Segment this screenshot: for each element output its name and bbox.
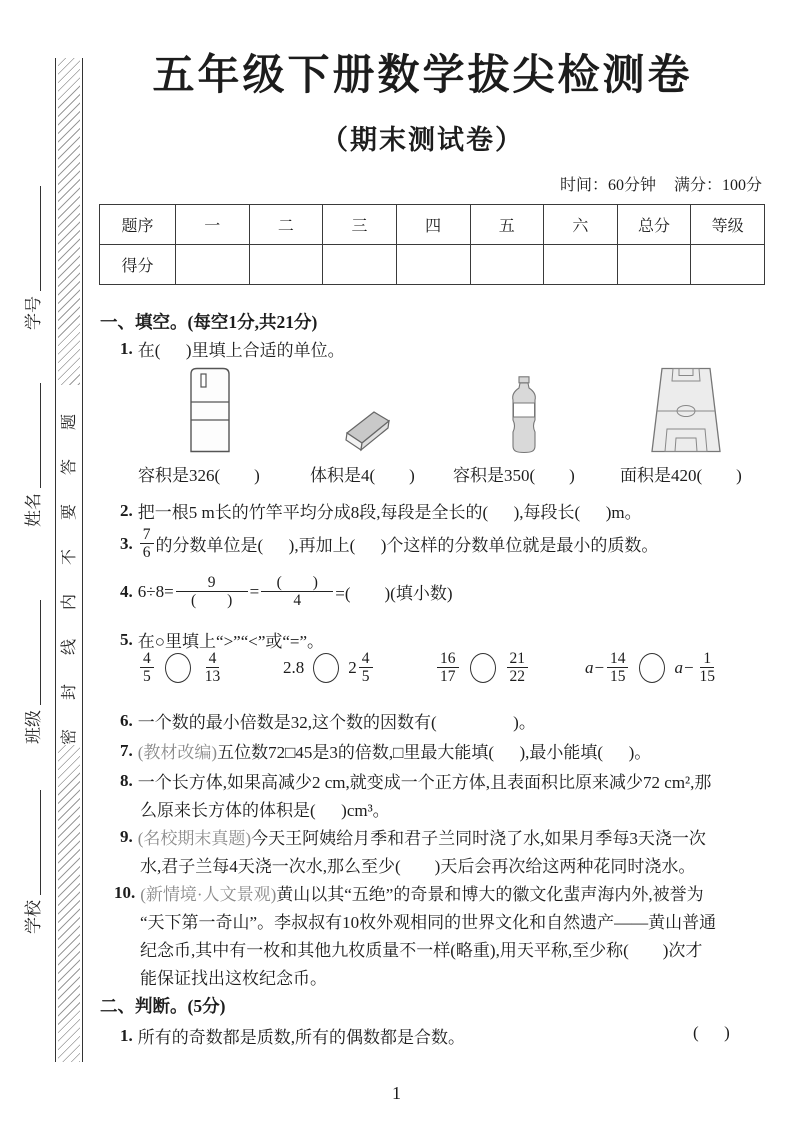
- fridge-image: [187, 366, 233, 454]
- question-4: [120, 574, 453, 609]
- question-number: 7.: [120, 740, 133, 760]
- score-table-cell: 五: [470, 205, 544, 245]
- caption-bottle: 容积是350( ): [453, 466, 575, 485]
- comparison-circle: [165, 653, 191, 683]
- class-label: [18, 562, 44, 782]
- question-number: 1.: [120, 1025, 133, 1045]
- score-table-cell: 题序: [100, 205, 176, 245]
- section2-heading: [100, 993, 225, 1018]
- question-7: [120, 738, 651, 763]
- score-table-header-row: [100, 205, 765, 245]
- exam-meta: [542, 172, 762, 195]
- equation-tail: =( )(填小数): [335, 584, 453, 604]
- school-label: [18, 752, 44, 972]
- question-number: 8.: [120, 770, 133, 790]
- question-number: 5.: [120, 629, 133, 649]
- equals-sign: =: [249, 581, 260, 601]
- question-text: “天下第一奇山”。李叔叔有10枚外观相同的世界文化和自然遗产——黄山普通: [140, 913, 717, 932]
- question-number: 10.: [114, 882, 136, 902]
- football-field-image: [650, 367, 722, 453]
- section2-title: 二、判断。: [100, 997, 188, 1017]
- question-9-line1: [120, 824, 706, 849]
- fraction-left: $\frac{14}{15}$: [607, 650, 629, 685]
- question-text: 纪念币,其中有一枚和其他九枚质量不一样(略重),用天平称,至少称( )次才: [140, 941, 703, 960]
- student-id-label: [18, 148, 44, 368]
- section1-title: 一、填空。: [100, 313, 188, 333]
- question-number: 6.: [120, 710, 133, 730]
- student-name-text: 姓名: [24, 493, 43, 527]
- page-title: 五年级下册数学拔尖检测卷: [152, 50, 693, 99]
- bottle-image: [509, 376, 539, 454]
- comparison-circle: [470, 653, 496, 683]
- fraction-left: $\frac{4}{5}$: [140, 650, 154, 685]
- class-text: 班级: [24, 710, 43, 744]
- fraction-right: $\frac{4}{5}$: [359, 650, 373, 685]
- question-number: 2.: [120, 500, 133, 520]
- school-blank-line: [40, 790, 41, 895]
- question-10-line2: [140, 908, 716, 933]
- page-number: 1: [392, 1083, 401, 1103]
- score-table-cell: 六: [544, 205, 618, 245]
- score-empty-cell: [617, 245, 691, 285]
- mixed-int: 2: [348, 657, 357, 677]
- caption-eraser: 体积是4( ): [310, 466, 415, 485]
- section1-note: (每空1分,共21分): [187, 312, 318, 332]
- score-table-cell: 总分: [617, 205, 691, 245]
- judge-question-1: [120, 1023, 465, 1048]
- student-name-label: [18, 345, 44, 565]
- school-text: 学校: [24, 900, 43, 934]
- question-text: 黄山以其“五绝”的奇景和博大的徽文化蜚声海内外,被誉为: [276, 885, 704, 904]
- question-text: 在( )里填上合适的单位。: [137, 341, 345, 360]
- question-text: 能保证找出这枚纪念币。: [140, 969, 327, 988]
- score-empty-cell: [544, 245, 618, 285]
- caption-fridge: 容积是326( ): [138, 466, 260, 485]
- score-empty-cell: [176, 245, 250, 285]
- student-id-text: 学号: [24, 296, 43, 330]
- question-number: 1.: [120, 338, 133, 358]
- question-text: 的分数单位是( ),再加上( )个这样的分数单位就是最小的质数。: [155, 536, 659, 556]
- question-8-line2: [140, 796, 390, 821]
- question-number: 9.: [120, 826, 133, 846]
- score-empty-cell: [323, 245, 397, 285]
- question-text: 五位数72□45是3的倍数,□里最大能填( ),最小能填( )。: [217, 743, 652, 762]
- fraction-7-6: $\frac{7}{6}$: [140, 526, 154, 561]
- question-8-line1: [120, 768, 711, 793]
- score-table-cell: 等级: [691, 205, 765, 245]
- score-table-cell: 一: [176, 205, 250, 245]
- question-9-line2: [140, 852, 695, 877]
- fraction-blank-1: $\frac{9}{( )}$: [176, 574, 248, 609]
- score-label-cell: 得分: [100, 245, 176, 285]
- compare-item-3: [435, 650, 530, 685]
- score-table: [99, 204, 765, 285]
- question-number: 4.: [120, 581, 133, 601]
- exam-full-score: 满分：100分: [673, 177, 762, 194]
- question-3: [120, 526, 658, 561]
- score-empty-cell: [249, 245, 323, 285]
- question-text: 今天王阿姨给月季和君子兰同时浇了水,如果月季每3天浇一次: [251, 829, 706, 848]
- question-2: [120, 498, 642, 523]
- compare-item-1: [138, 650, 225, 685]
- question-number: 3.: [120, 533, 133, 553]
- score-empty-cell: [396, 245, 470, 285]
- student-name-blank-line: [40, 383, 41, 488]
- score-empty-cell: [691, 245, 765, 285]
- class-blank-line: [40, 600, 41, 705]
- question-text: 水,君子兰每4天浇一次水,那么至少( )天后会再次给这两种花同时浇水。: [140, 857, 696, 876]
- expr-left-prefix: a−: [585, 657, 605, 677]
- page-subtitle: （期末测试卷）: [321, 125, 524, 156]
- judge-answer-blank: ( ): [693, 1023, 730, 1042]
- fraction-left: $\frac{16}{17}$: [437, 650, 459, 685]
- question-10-line4: [140, 964, 327, 989]
- exam-time: 时间：60分钟: [559, 177, 656, 194]
- comparison-circle: [313, 653, 339, 683]
- expr-right-prefix: a−: [674, 657, 695, 677]
- score-table-score-row: [100, 245, 765, 285]
- compare-item-2: [283, 650, 375, 685]
- section1-heading: [100, 309, 317, 334]
- question-text: 么原来长方体的体积是( )cm³。: [140, 801, 390, 820]
- score-table-cell: 三: [323, 205, 397, 245]
- section2-note: (5分): [187, 996, 226, 1016]
- seal-hatch-bottom: [58, 745, 80, 1062]
- equation-prefix: 6÷8=: [137, 581, 174, 601]
- fraction-right: $\frac{1}{15}$: [699, 650, 715, 686]
- seal-line-text: 密封线内不要答题: [61, 385, 78, 746]
- question-text: 一个数的最小倍数是32,这个数的因数有( )。: [137, 713, 536, 732]
- seal-hatch-top: [58, 58, 80, 385]
- question-5: [120, 627, 324, 652]
- score-table-cell: 二: [249, 205, 323, 245]
- student-id-blank-line: [40, 186, 41, 291]
- score-table-cell: 四: [396, 205, 470, 245]
- fraction-right: $\frac{21}{22}$: [507, 650, 529, 685]
- question-text: 一个长方体,如果高减少2 cm,就变成一个正方体,且表面积比原来减少72 cm²,那: [137, 773, 712, 792]
- question-tag: (教材改编): [137, 743, 218, 762]
- question-tag: (新情境·人文景观): [140, 885, 277, 904]
- caption-field: 面积是420( ): [620, 466, 742, 485]
- question-6: [120, 708, 536, 733]
- question-10-line3: [140, 936, 702, 961]
- compare-item-4: [585, 650, 720, 685]
- question-10-line1: [114, 880, 704, 905]
- eraser-image: [343, 407, 393, 453]
- fraction-right: $\frac{4}{13}$: [204, 650, 221, 686]
- comparison-circle: [639, 653, 665, 683]
- question-tag: (名校期末真题): [137, 829, 252, 848]
- question-text: 在○里填上“>”“<”或“=”。: [137, 632, 325, 651]
- score-empty-cell: [470, 245, 544, 285]
- question-text: 把一根5 m长的竹竿平均分成8段,每段是全长的( ),每段长( )m。: [137, 503, 642, 522]
- fraction-blank-2: $\frac{( )}{4}$: [261, 574, 333, 609]
- question-1: [120, 336, 345, 361]
- question-text: 所有的奇数都是质数,所有的偶数都是合数。: [137, 1028, 465, 1047]
- decimal-left: 2.8: [283, 657, 305, 677]
